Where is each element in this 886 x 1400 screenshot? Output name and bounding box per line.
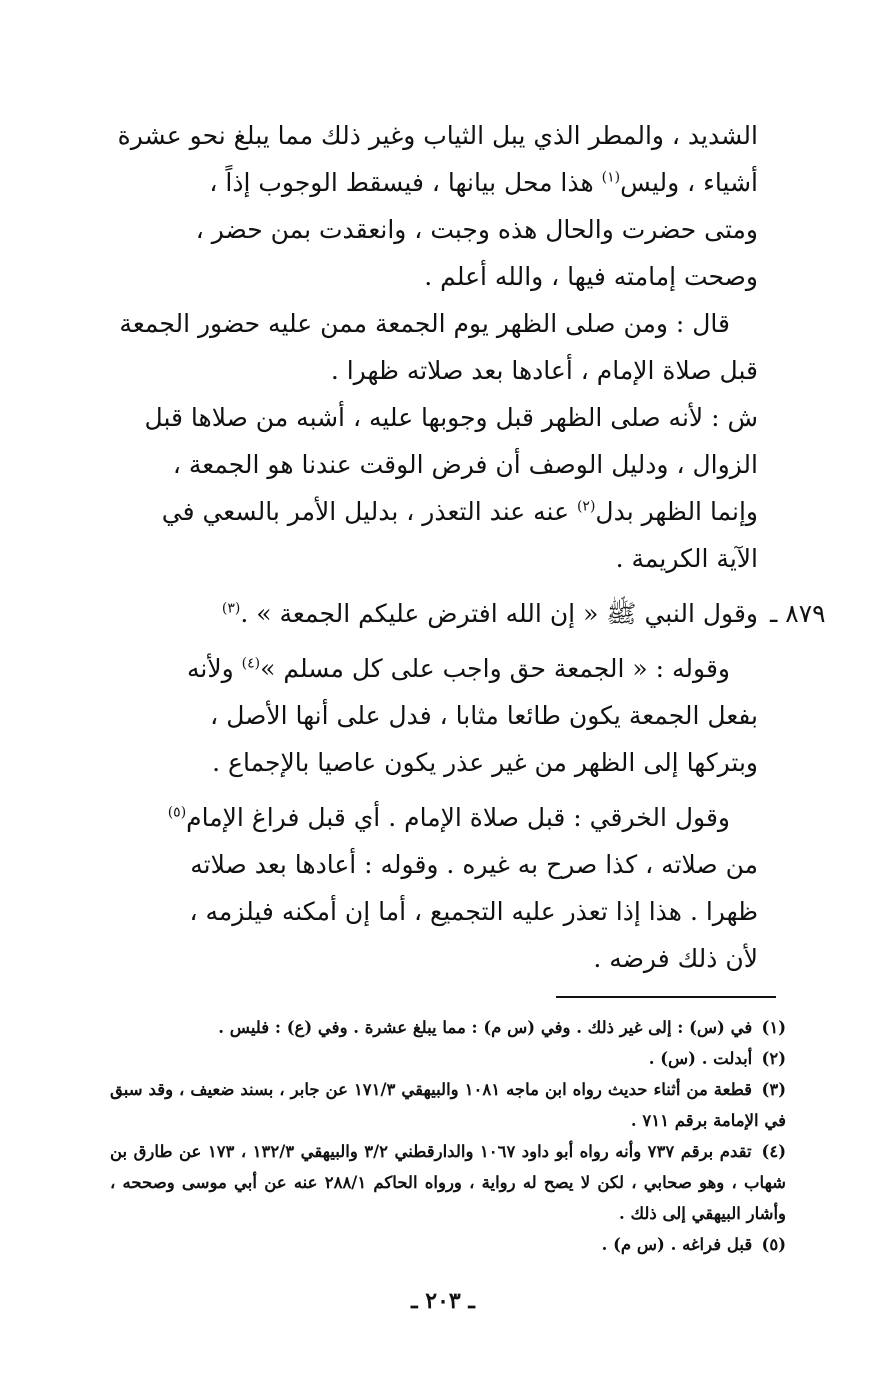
page-number: ـ ٢٠٣ ـ — [411, 1288, 475, 1314]
text-line: بفعل الجمعة يكون طائعا مثابا ، فدل على أنها الأصل ، — [210, 701, 758, 730]
paragraph-3 — [110, 394, 758, 582]
item-number: ٨٧٩ ـ — [770, 599, 826, 628]
paragraph-5 — [110, 645, 758, 786]
footnote-text: قبل فراغه . (س م) . — [601, 1235, 753, 1254]
footnote-ref: (٢) — [576, 498, 596, 515]
paragraph-6 — [110, 794, 758, 982]
footnote-text: قطعة من أثناء حديث رواه ابن ماجه ١٠٨١ والبيهقي ١٧١/٣ عن جابر ، بسند ضعيف ، وقد سبق في الإمامة برقم ٧١١ . — [110, 1080, 786, 1130]
footnote-text: أبدلت . (س) . — [648, 1049, 753, 1068]
text-line: لأن ذلك فرضه . — [593, 944, 758, 973]
text-line: وقول الخرقي : قبل صلاة الإمام . أي قبل فراغ الإمام — [186, 803, 730, 832]
text-line: الشديد ، والمطر الذي يبل الثياب وغير ذلك مما يبلغ نحو عشرة — [117, 121, 758, 150]
footnote-ref: (٣) — [221, 600, 241, 617]
footnote-number: (٤) — [761, 1142, 786, 1161]
footnote-text: تقدم برقم ٧٣٧ وأنه رواه أبو داود ١٠٦٧ والدارقطني ٣/٢ والبيهقي ١٣٢/٣ ، ١٧٣ عن طارق بن شهاب ، وهو صحابي ، لكن لا يصح له رواية ، ورواه الحاكم ٢٨٨/١ عنه عن أبي موسى وصححه ، وأشار البيهقي إلى ذلك . — [110, 1142, 786, 1223]
footnote-ref: (١) — [601, 169, 621, 186]
footnotes — [110, 1012, 786, 1260]
text-line: الآية الكريمة . — [615, 544, 758, 573]
footnote-divider — [556, 996, 776, 998]
text-line: ومتى حضرت والحال هذه وجبت ، وانعقدت بمن حضر ، — [195, 215, 758, 244]
footnote-5 — [110, 1229, 786, 1260]
footnote-number: (٥) — [761, 1235, 786, 1254]
paragraph-4 — [110, 590, 826, 637]
text-line: وإنما الظهر بدل — [595, 497, 758, 526]
text-line: أشياء ، وليس — [620, 168, 758, 197]
text-line: قال : ومن صلى الظهر يوم الجمعة ممن عليه حضور الجمعة — [119, 309, 730, 338]
footnote-number: (٣) — [761, 1080, 787, 1099]
footnote-1 — [110, 1012, 786, 1043]
text-line: وبتركها إلى الظهر من غير عذر يكون عاصيا بالإجماع . — [212, 748, 758, 777]
text-line: وقوله : « الجمعة حق واجب على كل مسلم » — [260, 654, 730, 683]
footnote-3 — [110, 1074, 786, 1136]
text-line: ش : لأنه صلى الظهر قبل وجوبها عليه ، أشبه من صلاها قبل — [144, 403, 758, 432]
text-line: قبل صلاة الإمام ، أعادها بعد صلاته ظهرا . — [330, 356, 758, 385]
text-line: ولأنه — [186, 654, 234, 683]
paragraph-1 — [110, 112, 758, 300]
footnote-number: (٢) — [761, 1049, 786, 1068]
footnote-text: في (س) : إلى غير ذلك . وفي (س م) : مما يبلغ عشرة . وفي (ع) : فليس . — [218, 1018, 753, 1037]
text-line: عنه عند التعذر ، بدليل الأمر بالسعي في — [161, 497, 569, 526]
text-line: الزوال ، ودليل الوصف أن فرض الوقت عندنا هو الجمعة ، — [172, 450, 758, 479]
main-text — [110, 112, 826, 982]
text-line: من صلاته ، كذا صرح به غيره . وقوله : أعادها بعد صلاته — [190, 850, 758, 879]
text-line: هذا محل بيانها ، فيسقط الوجوب إذاً ، — [209, 168, 594, 197]
footnote-4 — [110, 1136, 786, 1229]
footnote-ref: (٥) — [167, 804, 187, 821]
text-line: وصحت إمامته فيها ، والله أعلم . — [424, 262, 758, 291]
paragraph-2 — [110, 300, 758, 394]
footnote-ref: (٤) — [241, 655, 261, 672]
footnote-2 — [110, 1043, 786, 1074]
text-line: ظهرا . هذا إذا تعذر عليه التجميع ، أما إن أمكنه فيلزمه ، — [189, 897, 758, 926]
footnote-number: (١) — [761, 1018, 786, 1037]
text-line: وقول النبي ﷺ « إن الله افترض عليكم الجمعة » . — [240, 599, 758, 628]
